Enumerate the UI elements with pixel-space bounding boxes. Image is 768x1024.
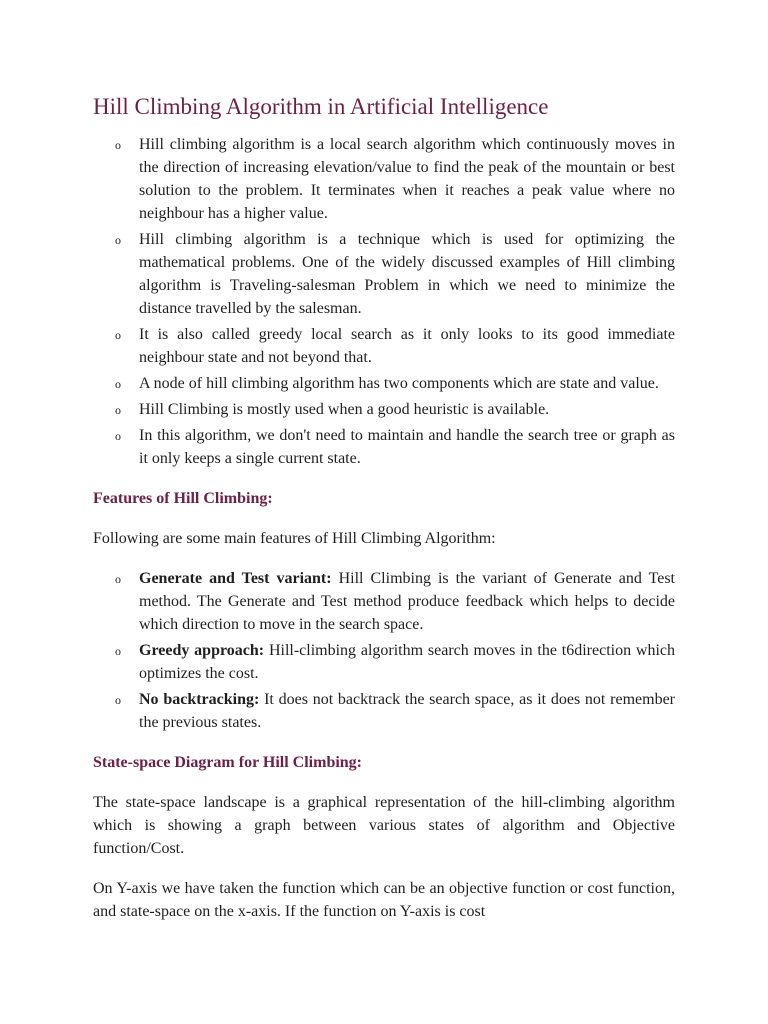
features-bullet-list bbox=[93, 567, 675, 734]
state-space-paragraph: The state-space landscape is a graphical representation of the hill-climbing algorithm which is showing a graph between various states of algorithm and Objective function/Cost. bbox=[93, 794, 675, 857]
bullet-icon: o bbox=[115, 572, 121, 586]
list-item-text: A node of hill climbing algorithm has two components which are state and value. bbox=[139, 375, 659, 392]
list-item bbox=[93, 323, 675, 369]
feature-text: It does not backtrack the search space, as it does not remember the previous states. bbox=[139, 691, 675, 731]
feature-text: Hill-climbing algorithm search moves in the t6direction which optimizes the cost. bbox=[139, 642, 676, 682]
bullet-icon: o bbox=[115, 233, 121, 247]
y-axis-paragraph: On Y-axis we have taken the function which can be an objective function or cost function, and state-space on the x-axis. If the function on Y-axis is cost bbox=[93, 880, 675, 920]
bullet-icon: o bbox=[115, 403, 121, 417]
list-item bbox=[93, 639, 675, 685]
list-item-text: Hill climbing algorithm is a local search algorithm which continuously moves in the direction of increasing elevation/value to find the peak of the mountain or best solution to the problem. It terminates when it reaches a peak value where no neighbour has a higher value. bbox=[139, 136, 675, 222]
page-title: Hill Climbing Algorithm in Artificial Intelligence bbox=[93, 94, 549, 119]
list-item-text: Hill climbing algorithm is a technique which is used for optimizing the mathematical problems. One of the widely discussed examples of Hill climbing algorithm is Traveling-salesman Problem in which we need to minimize the distance travelled by the salesman. bbox=[139, 231, 675, 317]
list-item-text: Hill Climbing is mostly used when a good heuristic is available. bbox=[139, 401, 550, 418]
list-item bbox=[93, 424, 675, 470]
bullet-icon: o bbox=[115, 377, 121, 391]
features-heading: Features of Hill Climbing: bbox=[93, 490, 273, 507]
list-item bbox=[93, 567, 675, 636]
feature-term: No backtracking: bbox=[139, 691, 260, 708]
list-item-text: It is also called greedy local search as it only looks to its good immediate neighbour state and not beyond that. bbox=[139, 326, 675, 366]
bullet-icon: o bbox=[115, 429, 121, 443]
list-item bbox=[93, 398, 675, 421]
list-item bbox=[93, 688, 675, 734]
bullet-icon: o bbox=[115, 644, 121, 658]
list-item bbox=[93, 133, 675, 225]
list-item-text: In this algorithm, we don't need to maintain and handle the search tree or graph as it only keeps a single current state. bbox=[139, 427, 675, 467]
bullet-icon: o bbox=[115, 693, 121, 707]
document-page bbox=[93, 90, 675, 923]
feature-text: Hill Climbing is the variant of Generate and Test method. The Generate and Test method produce feedback which helps to decide which direction to move in the search space. bbox=[139, 570, 675, 633]
bullet-icon: o bbox=[115, 328, 121, 342]
state-space-heading: State-space Diagram for Hill Climbing: bbox=[93, 754, 363, 771]
bullet-icon: o bbox=[115, 138, 121, 152]
features-intro: Following are some main features of Hill Climbing Algorithm: bbox=[93, 530, 496, 547]
intro-bullet-list bbox=[93, 133, 675, 470]
list-item bbox=[93, 372, 675, 395]
list-item bbox=[93, 228, 675, 320]
feature-term: Greedy approach: bbox=[139, 642, 265, 659]
feature-term: Generate and Test variant: bbox=[139, 570, 332, 587]
